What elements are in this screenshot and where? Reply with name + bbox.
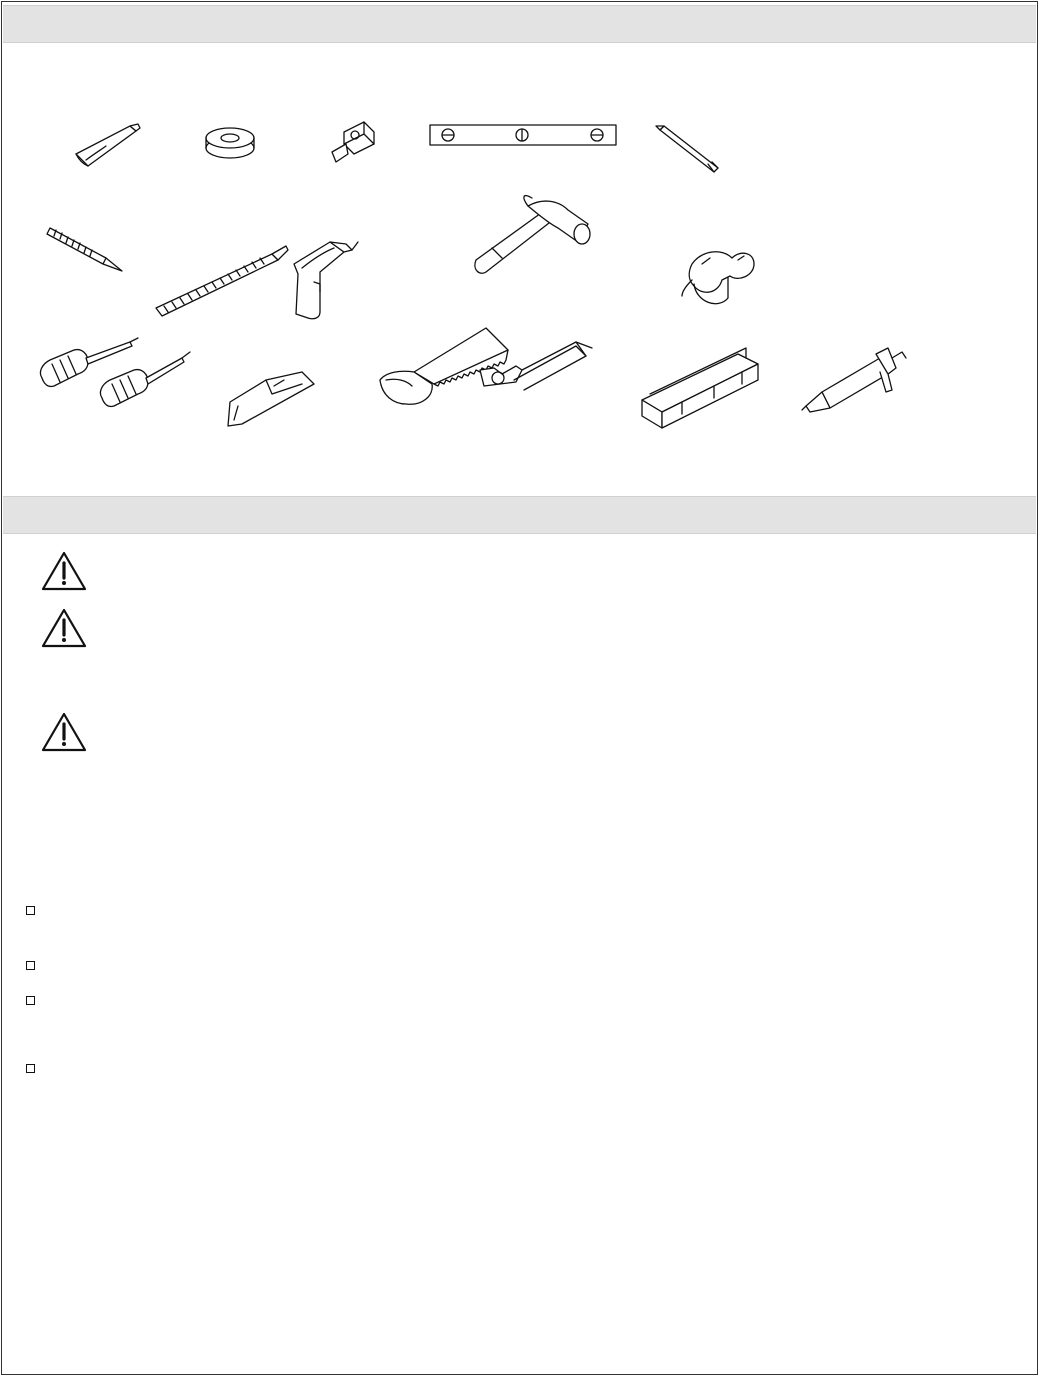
saws-icon [380, 328, 592, 404]
caulk-gun-icon [802, 348, 906, 412]
instruction-page [1, 1, 1038, 1375]
hammer-icon [475, 196, 590, 274]
checkbox[interactable] [26, 961, 35, 970]
warning-triangle-icon [41, 607, 87, 649]
checkbox[interactable] [26, 906, 35, 915]
checklist-item [26, 1062, 1006, 1078]
tape-measure-icon [332, 122, 374, 162]
checklist-item [26, 959, 1006, 975]
screwdrivers-icon [40, 338, 190, 407]
tools-section-header [3, 5, 1036, 43]
level-icon [430, 125, 616, 145]
checkbox[interactable] [26, 996, 35, 1005]
file-icon [156, 246, 288, 316]
checkbox[interactable] [26, 1064, 35, 1073]
tape-roll-icon [206, 128, 254, 158]
checklist-item [26, 994, 1006, 1010]
warning-triangle-icon [41, 711, 87, 753]
safety-section-header [3, 496, 1036, 534]
drill-icon [294, 242, 358, 319]
miter-box-icon [642, 348, 758, 428]
safety-glasses-icon [682, 252, 754, 304]
drill-bit-icon [47, 228, 122, 271]
warning-triangle-icon [41, 550, 87, 592]
checklist-item [26, 904, 1006, 920]
pencil-icon [656, 126, 718, 172]
sealant-tube-icon [76, 124, 140, 166]
utility-knife-icon [228, 372, 314, 426]
tools-illustration [2, 42, 1039, 492]
